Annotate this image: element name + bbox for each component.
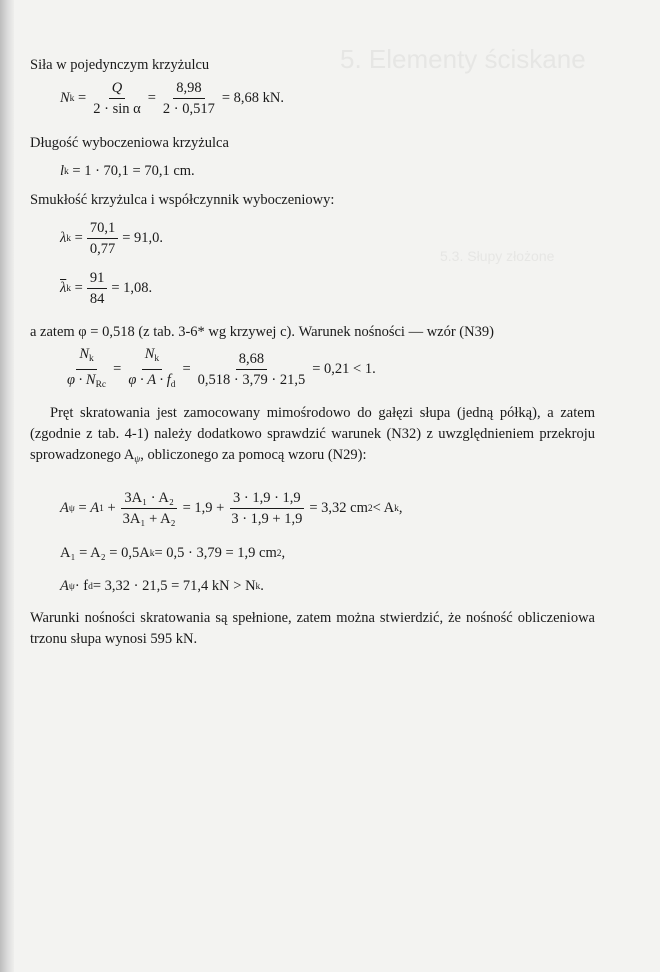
conclusion-paragraph: Warunki nośności skratowania są spełnione, zatem można stwierdzić, że nośność obliczeniowa trzonu słupa wynosi 595 kN. bbox=[30, 610, 595, 647]
pret-paragraph: Pręt skratowania jest zamocowany mimośrodowo do gałęzi słupa (jedną półką), a zatem (zgodnie z tab. 4-1) należy dodatkowo sprawdzić warunek (N32) z uwzględnieniem przekroju sprowadzonego $A_\psi$, obliczonego za pomocą wzoru (N29): bbox=[30, 405, 595, 465]
zatem-line: a zatem φ = 0,518 (z tab. 3-6* wg krzywej c). Warunek nośności — wzór (N39) bbox=[30, 324, 494, 340]
equation-apsi-fd: A ψ · f d = 3,32 · 21,5 = 71,4 kN > N k . bbox=[60, 578, 264, 594]
sila-label: Siła w pojedynczym krzyżulcu bbox=[30, 57, 210, 73]
equation-a1a2: A₁ = A₂ = 0,5A k = 0,5 · 3,79 = 1,9 cm 2 , bbox=[60, 545, 286, 561]
equation-lambda: λ k = $\frac{70,1}{0,77}$ = 91,0. bbox=[60, 220, 164, 257]
bleed-through-subheading: 5.3. Słupy złożone bbox=[440, 248, 555, 264]
smuklosc-label: Smukłość krzyżulca i współczynnik wyboczeniowy: bbox=[30, 192, 335, 208]
equation-n39: $\frac{N_k}{\varphi \cdot N_{Rc}}$ = $\frac{N_k}{\varphi \cdot A \cdot f_d}$ = $\frac{8,68}{0,518 \cdot 3,79 \cdot 21,5}$ = 0,21 < 1. bbox=[67, 346, 376, 390]
page-binding-shadow bbox=[0, 0, 14, 972]
equation-lk: l k = 1 · 70,1 = 70,1 cm. bbox=[60, 163, 195, 179]
equation-lambda-bar: $\overline{\lambda}$ k = $\frac{91}{84}$ = 1,08. bbox=[60, 270, 153, 307]
equation-apsi: A ψ = A 1 + $\frac{\text{3A₁ · A₂}}{\text{3A₁ + A₂}}$ = 1,9 + $\frac{3 \cdot 1,9 \cdot 1,9}{3 \cdot 1,9 + 1,9}$ = 3,32 cm 2 < A k , bbox=[60, 490, 403, 527]
equation-nk: N k = $\frac{Q}{\text{2 · sin α}}$ = $\frac{8,98}{2 \cdot 0,517}$ = 8,68 kN. bbox=[60, 80, 285, 117]
dlugosc-label: Długość wyboczeniowa krzyżulca bbox=[30, 135, 229, 151]
bleed-through-heading: 5. Elementy ściskane bbox=[340, 44, 586, 74]
